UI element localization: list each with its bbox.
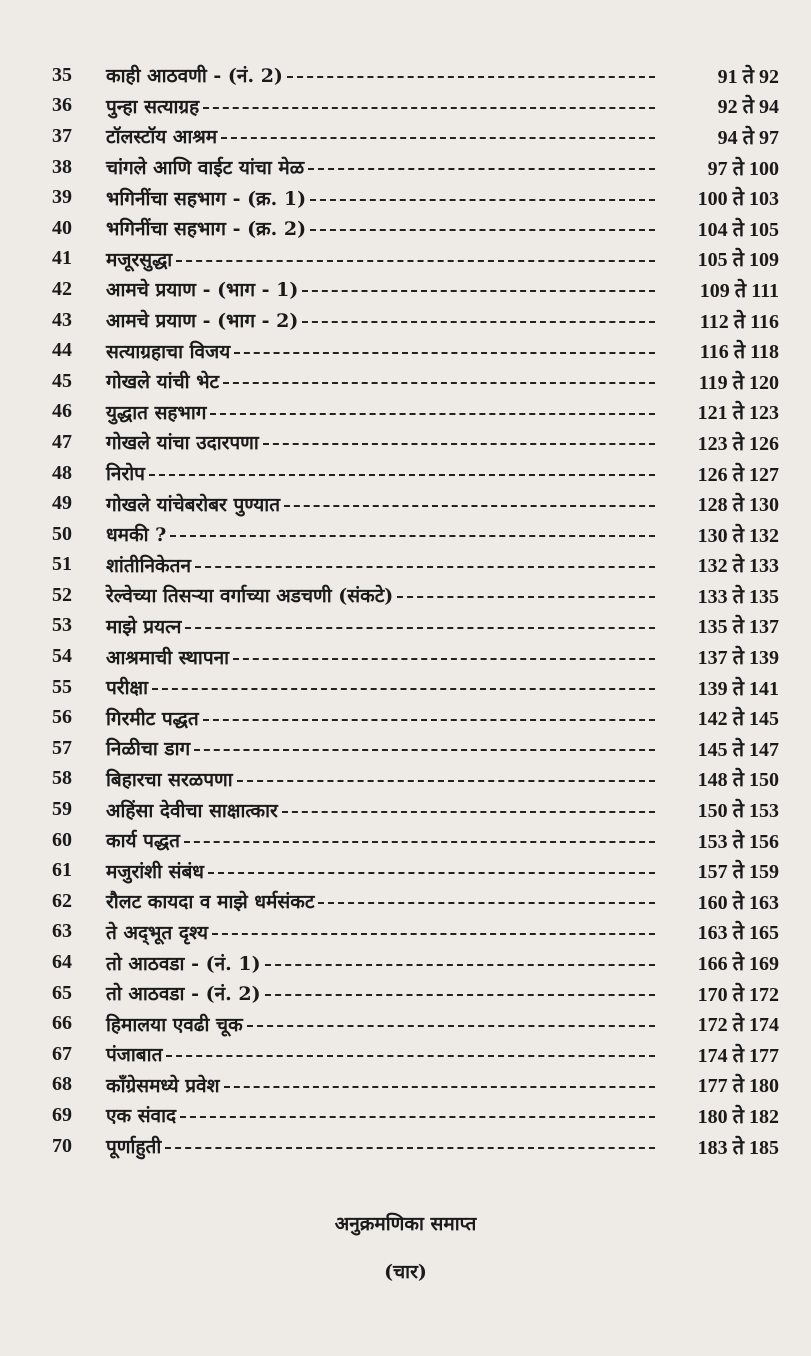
chapter-title: गोखले यांचा उदारपणा — [106, 432, 259, 455]
chapter-number: 44 — [52, 339, 72, 362]
dash-leader — [195, 566, 655, 568]
chapter-title: गोखले यांची भेट — [106, 371, 220, 394]
chapter-number: 39 — [52, 186, 72, 209]
dash-leader — [194, 749, 655, 751]
dash-leader — [263, 443, 655, 445]
chapter-title: आमचे प्रयाण - (भाग - 1) — [106, 279, 299, 302]
toc-entry — [0, 733, 811, 764]
chapter-title: युद्धात सहभाग — [106, 401, 207, 424]
dash-leader — [397, 596, 655, 598]
page-range: 135 ते 137 — [697, 616, 779, 639]
chapter-title: तो आठवडा - (नं. 1) — [106, 952, 261, 975]
page-range: 160 ते 163 — [697, 891, 779, 914]
toc-entry — [0, 121, 811, 152]
page-range: 142 ते 145 — [697, 708, 779, 731]
chapter-title: पंजाबात — [106, 1044, 163, 1067]
toc-end-label: अनुक्रमणिका समाप्त — [334, 1213, 477, 1235]
page-range: 166 ते 169 — [697, 953, 779, 976]
chapter-number: 37 — [52, 124, 72, 147]
page-range: 137 ते 139 — [697, 647, 779, 670]
dash-leader — [308, 168, 655, 170]
dash-leader — [203, 107, 655, 109]
chapter-title: पूर्णाहुती — [106, 1136, 162, 1159]
toc-entry — [0, 458, 811, 489]
dash-leader — [180, 1116, 655, 1118]
toc-entry — [0, 702, 811, 733]
chapter-number: 47 — [52, 430, 72, 453]
chapter-number: 68 — [52, 1073, 72, 1096]
page-range: 133 ते 135 — [697, 585, 779, 608]
toc-entry — [0, 397, 811, 428]
toc-entry — [0, 580, 811, 611]
chapter-number: 55 — [52, 675, 72, 698]
page-range: 150 ते 153 — [697, 800, 779, 823]
chapter-number: 36 — [52, 94, 72, 117]
toc-entry — [0, 213, 811, 244]
chapter-number: 57 — [52, 736, 72, 759]
page-range: 177 ते 180 — [697, 1075, 779, 1098]
chapter-title: तो आठवडा - (नं. 2) — [106, 983, 261, 1006]
dash-leader — [203, 719, 655, 721]
chapter-number: 49 — [52, 492, 72, 515]
page-range: 94 ते 97 — [717, 126, 779, 149]
chapter-title: शांतीनिकेतन — [106, 554, 192, 577]
page-range: 145 ते 147 — [697, 738, 779, 761]
page-range: 112 ते 116 — [699, 310, 779, 333]
chapter-title: निळीचा डाग — [106, 738, 191, 761]
chapter-title: रेल्वेच्या तिसऱ्या वर्गाच्या अडचणी (संकटे) — [106, 585, 394, 608]
dash-leader — [237, 780, 655, 782]
toc-entry — [0, 1131, 811, 1162]
chapter-title: परीक्षा — [106, 677, 149, 700]
page-range: 180 ते 182 — [697, 1105, 779, 1128]
chapter-number: 54 — [52, 645, 72, 668]
dash-leader — [210, 413, 655, 415]
chapter-number: 60 — [52, 828, 72, 851]
dash-leader — [208, 872, 655, 874]
toc-entry — [0, 366, 811, 397]
chapter-number: 41 — [52, 247, 72, 270]
dash-leader — [265, 964, 655, 966]
dash-leader — [185, 627, 655, 629]
chapter-number: 64 — [52, 951, 72, 974]
page-number: (चार) — [384, 1261, 427, 1283]
table-of-contents — [0, 60, 811, 1161]
dash-leader — [221, 137, 655, 139]
toc-entry — [0, 182, 811, 213]
chapter-title: आश्रमाची स्थापना — [106, 646, 230, 669]
toc-entry — [0, 917, 811, 948]
toc-entry — [0, 550, 811, 581]
chapter-number: 43 — [52, 308, 72, 331]
page-range: 170 ते 172 — [697, 983, 779, 1006]
page-range: 126 ते 127 — [697, 463, 779, 486]
toc-entry — [0, 764, 811, 795]
chapter-number: 48 — [52, 461, 72, 484]
chapter-title: बिहारचा सरळपणा — [106, 768, 233, 791]
page-range: 109 ते 111 — [699, 279, 779, 302]
chapter-number: 65 — [52, 981, 72, 1004]
chapter-number: 45 — [52, 369, 72, 392]
dash-leader — [310, 199, 655, 201]
chapter-number: 59 — [52, 798, 72, 821]
page-range: 123 ते 126 — [697, 432, 779, 455]
toc-entry — [0, 1039, 811, 1070]
toc-entry — [0, 641, 811, 672]
toc-entry — [0, 1100, 811, 1131]
toc-entry — [0, 825, 811, 856]
chapter-title: निरोप — [106, 463, 145, 486]
chapter-title: गोखले यांचेबरोबर पुण्यात — [106, 493, 281, 516]
dash-leader — [152, 688, 655, 690]
toc-entry — [0, 1008, 811, 1039]
chapter-number: 53 — [52, 614, 72, 637]
page-range: 183 ते 185 — [697, 1136, 779, 1159]
dash-leader — [302, 290, 655, 292]
toc-entry — [0, 672, 811, 703]
page-range: 139 ते 141 — [697, 677, 779, 700]
chapter-number: 58 — [52, 767, 72, 790]
dash-leader — [318, 902, 655, 904]
chapter-title: काही आठवणी - (नं. 2) — [106, 65, 283, 88]
dash-leader — [282, 811, 655, 813]
dash-leader — [176, 260, 655, 262]
toc-entry — [0, 152, 811, 183]
chapter-number: 40 — [52, 216, 72, 239]
chapter-title: धमकी ? — [106, 524, 167, 547]
chapter-title: भगिनींचा सहभाग - (क्र. 2) — [106, 218, 307, 241]
chapter-number: 70 — [52, 1134, 72, 1157]
toc-entry — [0, 60, 811, 91]
dash-leader — [234, 352, 655, 354]
dash-leader — [265, 994, 655, 996]
page-range: 128 ते 130 — [697, 494, 779, 517]
chapter-title: माझे प्रयत्न — [106, 615, 182, 638]
dash-leader — [212, 933, 655, 935]
page-range: 97 ते 100 — [707, 157, 779, 180]
dash-leader — [302, 321, 655, 323]
toc-entry — [0, 488, 811, 519]
page-range: 92 ते 94 — [717, 96, 779, 119]
chapter-title: पुन्हा सत्याग्रह — [106, 95, 200, 118]
toc-entry — [0, 305, 811, 336]
chapter-number: 67 — [52, 1042, 72, 1065]
page-range: 100 ते 103 — [697, 188, 779, 211]
chapter-number: 46 — [52, 400, 72, 423]
page-range: 119 ते 120 — [698, 371, 779, 394]
toc-entry — [0, 244, 811, 275]
page-range: 163 ते 165 — [697, 922, 779, 945]
chapter-title: भगिनींचा सहभाग - (क्र. 1) — [106, 187, 307, 210]
chapter-title: ते अद्‌भूत दृश्य — [106, 921, 209, 944]
toc-entry — [0, 855, 811, 886]
dash-leader — [149, 474, 655, 476]
chapter-number: 69 — [52, 1103, 72, 1126]
page-range: 105 ते 109 — [697, 249, 779, 272]
toc-entry — [0, 611, 811, 642]
toc-entry — [0, 1070, 811, 1101]
dash-leader — [170, 535, 655, 537]
chapter-number: 51 — [52, 553, 72, 576]
chapter-number: 42 — [52, 277, 72, 300]
chapter-number: 62 — [52, 889, 72, 912]
chapter-title: मजुरांशी संबंध — [106, 860, 204, 883]
toc-entry — [0, 794, 811, 825]
toc-entry — [0, 91, 811, 122]
chapter-title: हिमालया एवढी चूक — [106, 1013, 243, 1036]
chapter-title: आमचे प्रयाण - (भाग - 2) — [106, 310, 299, 333]
toc-entry — [0, 427, 811, 458]
chapter-number: 50 — [52, 522, 72, 545]
chapter-number: 56 — [52, 706, 72, 729]
chapter-number: 35 — [52, 63, 72, 86]
chapter-number: 52 — [52, 583, 72, 606]
dash-leader — [247, 1025, 655, 1027]
page-range: 157 ते 159 — [697, 861, 779, 884]
page-range: 116 ते 118 — [699, 341, 779, 364]
page-range: 132 ते 133 — [697, 555, 779, 578]
dash-leader — [165, 1147, 655, 1149]
toc-entry — [0, 335, 811, 366]
page-range: 172 ते 174 — [697, 1014, 779, 1037]
dash-leader — [284, 505, 655, 507]
chapter-title: चांगले आणि वाईट यांचा मेळ — [106, 157, 305, 180]
chapter-title: टॉलस्टॉय आश्रम — [106, 126, 218, 149]
dash-leader — [224, 1086, 655, 1088]
chapter-title: गिरमीट पद्धत — [106, 707, 199, 730]
chapter-number: 63 — [52, 920, 72, 943]
dash-leader — [233, 658, 655, 660]
chapter-number: 38 — [52, 155, 72, 178]
page-range: 104 ते 105 — [697, 218, 779, 241]
chapter-title: काँग्रेसमध्ये प्रवेश — [106, 1074, 220, 1097]
page-range: 130 ते 132 — [697, 524, 779, 547]
page-range: 121 ते 123 — [697, 402, 779, 425]
chapter-title: मजूरसुद्धा — [106, 248, 173, 271]
dash-leader — [310, 229, 655, 231]
toc-entry — [0, 519, 811, 550]
toc-entry — [0, 947, 811, 978]
page-range: 91 ते 92 — [717, 65, 779, 88]
toc-entry — [0, 886, 811, 917]
dash-leader — [184, 841, 655, 843]
chapter-number: 61 — [52, 859, 72, 882]
chapter-title: कार्य पद्धत — [106, 830, 180, 853]
page-range: 153 ते 156 — [697, 830, 779, 853]
dash-leader — [166, 1055, 655, 1057]
page-range: 148 ते 150 — [697, 769, 779, 792]
page-range: 174 ते 177 — [697, 1044, 779, 1067]
toc-entry — [0, 978, 811, 1009]
chapter-number: 66 — [52, 1012, 72, 1035]
chapter-title: रौलट कायदा व माझे धर्मसंकट — [106, 891, 315, 914]
dash-leader — [287, 76, 655, 78]
chapter-title: अहिंसा देवीचा साक्षात्कार — [106, 799, 278, 822]
dash-leader — [223, 382, 655, 384]
toc-entry — [0, 274, 811, 305]
chapter-title: एक संवाद — [106, 1105, 177, 1128]
chapter-title: सत्याग्रहाचा विजय — [106, 340, 231, 363]
